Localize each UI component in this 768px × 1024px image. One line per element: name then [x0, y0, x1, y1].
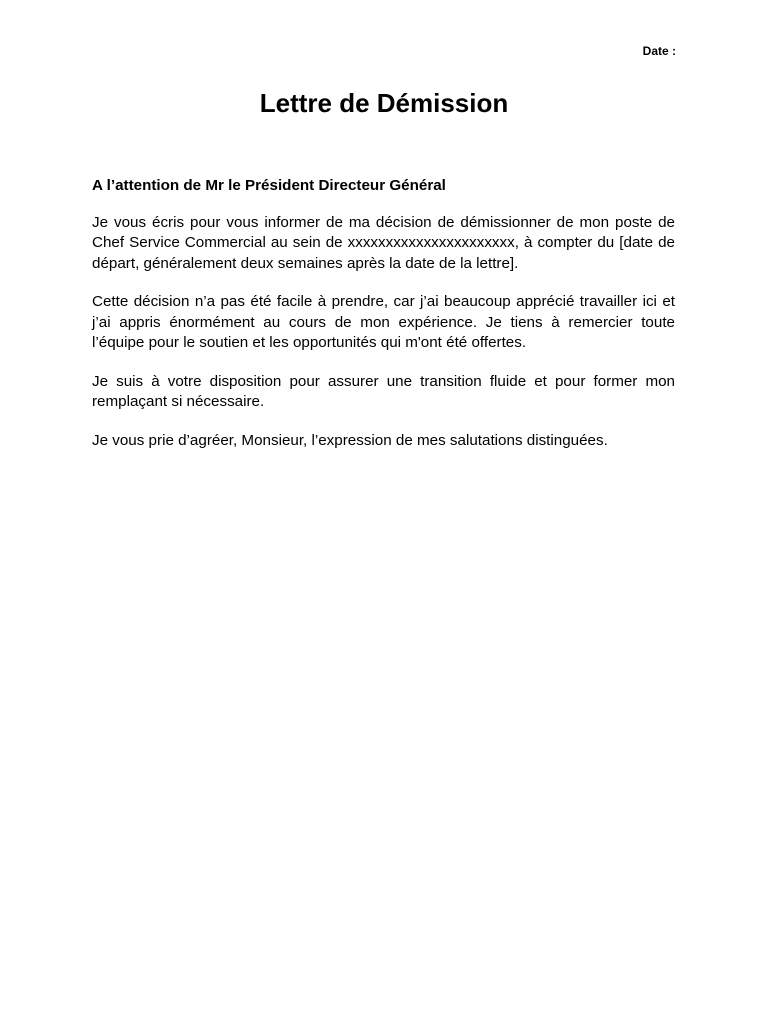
paragraph-reason: Cette décision n’a pas été facile à prendre, car j’ai beaucoup apprécié travailler ici et j’ai appris énormément au cours de mon expérience. Je tiens à remercier toute l’équipe pour le soutien et les opportunités qui m'ont été offertes. — [92, 293, 675, 351]
paragraph-closing: Je vous prie d’agréer, Monsieur, l’expression de mes salutations distinguées. — [92, 431, 608, 449]
document-title: Lettre de Démission — [259, 88, 509, 118]
date-label: Date : — [642, 44, 676, 58]
paragraph-intro: Je vous écris pour vous informer de ma décision de démissionner de mon poste de Chef Service Commercial au sein de xxxxxxxxxxxxxxxxxxxxxx, à compter du [date de départ, généralement deux semaines après la date de la lettre]. — [92, 213, 675, 272]
paragraph-transition: Je suis à votre disposition pour assurer une transition fluide et pour former mon remplaçant si nécessaire. — [92, 372, 675, 410]
letter-body — [92, 176, 675, 469]
recipient-line: A l’attention de Mr le Président Directeur Général — [92, 177, 446, 194]
